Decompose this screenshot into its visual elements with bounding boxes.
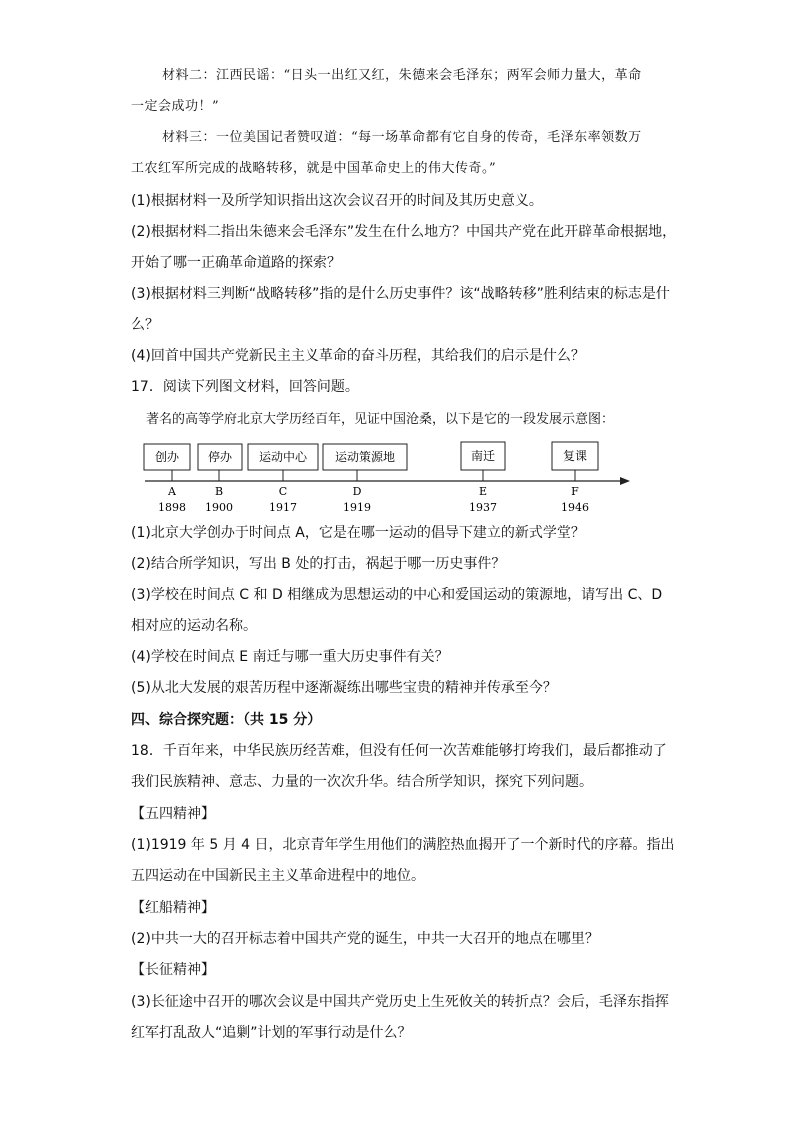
- hongchuan-spirit-title: 【红船精神】: [131, 900, 215, 916]
- changzheng-question-line-1: (3)长征途中召开的哪次会议是中国共产党历史上生死攸关的转折点？会后，毛泽东指挥: [131, 994, 669, 1010]
- q16-part-2-line-1: (2)根据材料二指出朱德来会毛泽东”发生在什么地方？中国共产党在此开辟革命根据地，: [131, 224, 677, 240]
- timeline-caption: 著名的高等学府北京大学历经百年，见证中国沧桑，以下是它的一段发展示意图：: [146, 412, 615, 427]
- timeline-point-b: B: [214, 485, 224, 498]
- material-3-line-2: 工农红军所完成的战略转移，就是中国革命史上的伟大传奇。”: [131, 161, 497, 176]
- material-2-line-2: 一定会成功！”: [131, 99, 220, 114]
- wusi-question-line-1: (1)1919 年 5 月 4 日，北京青年学生用他们的满腔热血揭开了一个新时代的序幕。指出: [131, 837, 675, 853]
- changzheng-spirit-title: 【长征精神】: [131, 962, 215, 978]
- wusi-spirit-title: 【五四精神】: [131, 806, 215, 822]
- timeline-label-d: 运动策源地: [334, 450, 396, 464]
- q17-part-3-line-2: 相对应的运动名称。: [131, 618, 257, 634]
- timeline-point-f: F: [571, 485, 579, 498]
- section-4-heading: 四、综合探究题：（共 15 分）: [131, 712, 322, 728]
- q17-part-1: (1)北京大学创办于时间点 A，它是在哪一运动的倡导下建立的新式学堂？: [131, 525, 585, 541]
- timeline-year-f: 1946: [561, 501, 589, 514]
- timeline-point-e: E: [478, 485, 488, 498]
- timeline-point-c: C: [278, 485, 288, 498]
- timeline-arrowhead: [620, 477, 630, 485]
- material-2-line-1: 材料二：江西民谣：“日头一出红又红，朱德来会毛泽东；两军会师力量大，革命: [162, 68, 642, 83]
- q16-part-4: (4)回首中国共产党新民主主义革命的奋斗历程，其给我们的启示是什么？: [131, 348, 585, 364]
- timeline-year-a: 1898: [158, 501, 186, 514]
- material-3-line-1: 材料三：一位美国记者赞叹道：“每一场革命都有它自身的传奇，毛泽东率领数万: [162, 130, 642, 145]
- q17-intro: 17．阅读下列图文材料，回答问题。: [131, 379, 359, 395]
- timeline-label-b: 停办: [207, 450, 233, 464]
- q17-part-5: (5)从北大发展的艰苦历程中逐渐凝练出哪些宝贵的精神并传承至今？: [131, 680, 557, 696]
- hongchuan-question: (2)中共一大的召开标志着中国共产党的诞生，中共一大召开的地点在哪里？: [131, 931, 599, 947]
- timeline-label-e: 南迁: [470, 449, 496, 463]
- q18-intro-line-2: 我们民族精神、意志、力量的一次次升华。结合所学知识，探究下列问题。: [131, 774, 593, 790]
- peking-university-timeline: [0, 430, 794, 520]
- q17-part-2: (2)结合所学知识，写出 B 处的打击，祸起于哪一历史事件？: [131, 556, 506, 572]
- timeline-point-a: A: [168, 485, 176, 498]
- q16-part-2-line-2: 开始了哪一正确革命道路的探索？: [131, 255, 341, 271]
- timeline-year-b: 1900: [205, 501, 233, 514]
- timeline-year-c: 1917: [269, 501, 297, 514]
- q18-intro-line-1: 18．千百年来，中华民族历经苦难，但没有任何一次苦难能够打垮我们，最后都推动了: [131, 743, 667, 759]
- timeline-label-c: 运动中心: [258, 450, 308, 464]
- q16-part-3-line-1: (3)根据材料三判断“战略转移”指的是什么历史事件？该“战略转移”胜利结束的标志是什: [131, 286, 670, 302]
- timeline-year-d: 1919: [343, 501, 371, 514]
- q17-part-4: (4)学校在时间点 E 南迁与哪一重大历史事件有关？: [131, 649, 449, 665]
- timeline-year-e: 1937: [469, 501, 497, 514]
- wusi-question-line-2: 五四运动在中国新民主主义革命进程中的地位。: [131, 868, 425, 884]
- timeline-point-d: D: [352, 485, 362, 498]
- timeline-label-a: 创办: [154, 450, 180, 464]
- q16-part-1: (1)根据材料一及所学知识指出这次会议召开的时间及其历史意义。: [131, 193, 543, 209]
- changzheng-question-line-2: 红军打乱敌人“追剿”计划的军事行动是什么？: [131, 1025, 412, 1041]
- q16-part-3-line-2: 么？: [131, 317, 159, 333]
- timeline-label-f: 复课: [562, 449, 588, 463]
- q17-part-3-line-1: (3)学校在时间点 C 和 D 相继成为思想运动的中心和爱国运动的策源地，请写出 C、D: [131, 587, 663, 603]
